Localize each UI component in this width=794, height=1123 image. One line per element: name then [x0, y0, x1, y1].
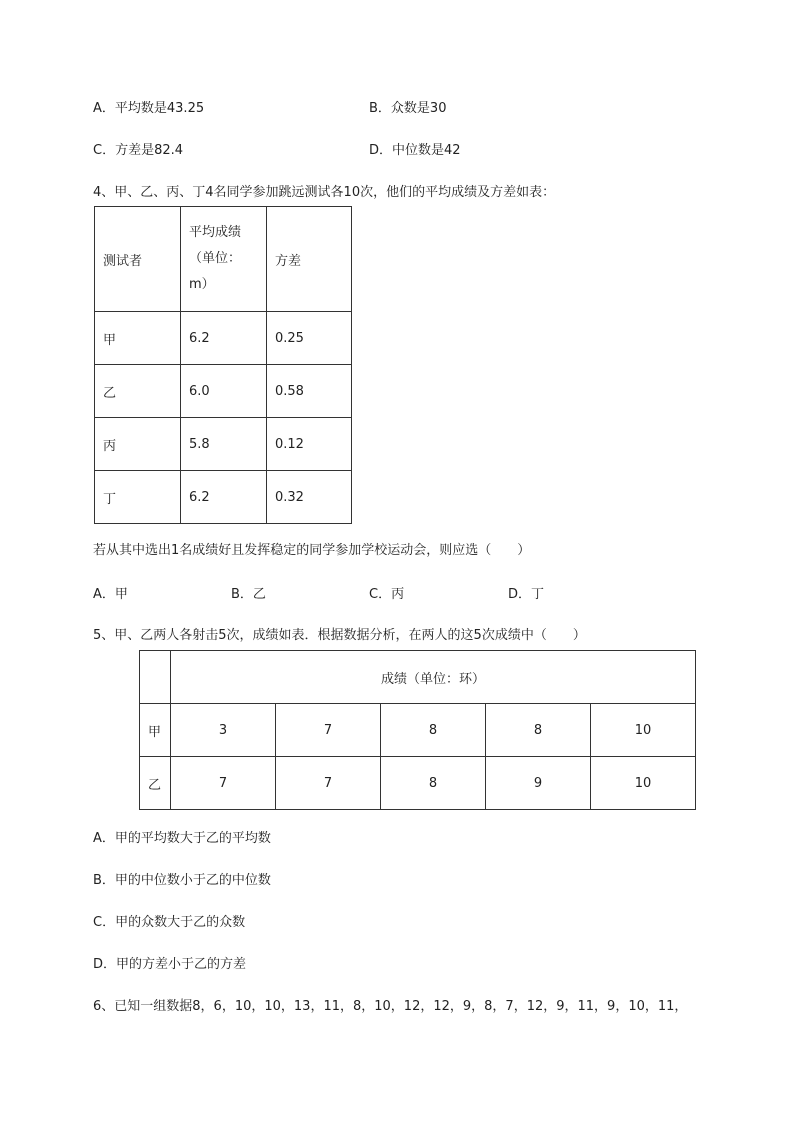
table-cell: 乙	[95, 365, 181, 418]
q4-option-b: B．乙	[231, 587, 266, 602]
q4-stem: 4、甲、乙、丙、丁4名同学参加跳远测试各10次，他们的平均成绩及方差如表：	[93, 185, 556, 200]
q3-option-d: D．中位数是42	[369, 143, 461, 158]
table-cell: 6.0	[181, 365, 267, 418]
table-cell: 3	[171, 704, 276, 757]
table-header-row	[95, 207, 352, 312]
table-header-cell: 测试者	[95, 207, 181, 312]
q4-option-d: D．丁	[508, 587, 545, 602]
table-cell: 0.58	[267, 365, 352, 418]
table-row	[95, 471, 352, 524]
table-row	[140, 704, 696, 757]
table-cell: 7	[171, 757, 276, 810]
q5-option-c: C．甲的众数大于乙的众数	[93, 915, 246, 930]
q3-option-c: C．方差是82.4	[93, 143, 184, 158]
table-corner-cell	[140, 651, 171, 704]
q4-table	[94, 206, 352, 524]
table-header-cell: 方差	[267, 207, 352, 312]
q5-stem: 5、甲、乙两人各射击5次，成绩如表．根据数据分析，在两人的这5次成绩中（ ）	[93, 628, 586, 643]
table-cell: 9	[486, 757, 591, 810]
table-header-cell: 成绩（单位：环）	[171, 651, 696, 704]
q5-option-a: A．甲的平均数大于乙的平均数	[93, 831, 271, 846]
q4-option-c: C．丙	[369, 587, 405, 602]
table-cell: 8	[381, 704, 486, 757]
q3-option-b: B．众数是30	[369, 101, 447, 116]
table-cell: 丁	[95, 471, 181, 524]
table-cell: 6.2	[181, 312, 267, 365]
table-row	[95, 312, 352, 365]
q3-option-a: A．平均数是43.25	[93, 101, 205, 116]
table-cell: 甲	[95, 312, 181, 365]
table-row-label: 甲	[140, 704, 171, 757]
table-row	[140, 757, 696, 810]
table-cell: 10	[591, 704, 696, 757]
table-cell: 丙	[95, 418, 181, 471]
table-cell: 7	[276, 757, 381, 810]
table-cell: 0.32	[267, 471, 352, 524]
q6-stem: 6、已知一组数据8，6，10，10，13，11，8，10，12，12，9，8，7，12，9，11，9，10，11，	[93, 999, 688, 1014]
table-cell: 0.25	[267, 312, 352, 365]
table-cell: 8	[486, 704, 591, 757]
table-cell: 7	[276, 704, 381, 757]
table-cell: 0.12	[267, 418, 352, 471]
table-header-row	[140, 651, 696, 704]
q4-option-a: A．甲	[93, 587, 128, 602]
q5-option-d: D．甲的方差小于乙的方差	[93, 957, 247, 972]
table-cell: 10	[591, 757, 696, 810]
q5-option-b: B．甲的中位数小于乙的中位数	[93, 873, 271, 888]
table-cell: 8	[381, 757, 486, 810]
table-row	[95, 418, 352, 471]
table-row-label: 乙	[140, 757, 171, 810]
q4-question: 若从其中选出1名成绩好且发挥稳定的同学参加学校运动会，则应选（ ）	[93, 543, 531, 558]
table-header-cell	[181, 207, 267, 312]
table-cell: 5.8	[181, 418, 267, 471]
table-row	[95, 365, 352, 418]
table-cell: 6.2	[181, 471, 267, 524]
q5-table	[139, 650, 696, 810]
table-header-text: 平均成绩（单位：m）	[189, 225, 242, 292]
